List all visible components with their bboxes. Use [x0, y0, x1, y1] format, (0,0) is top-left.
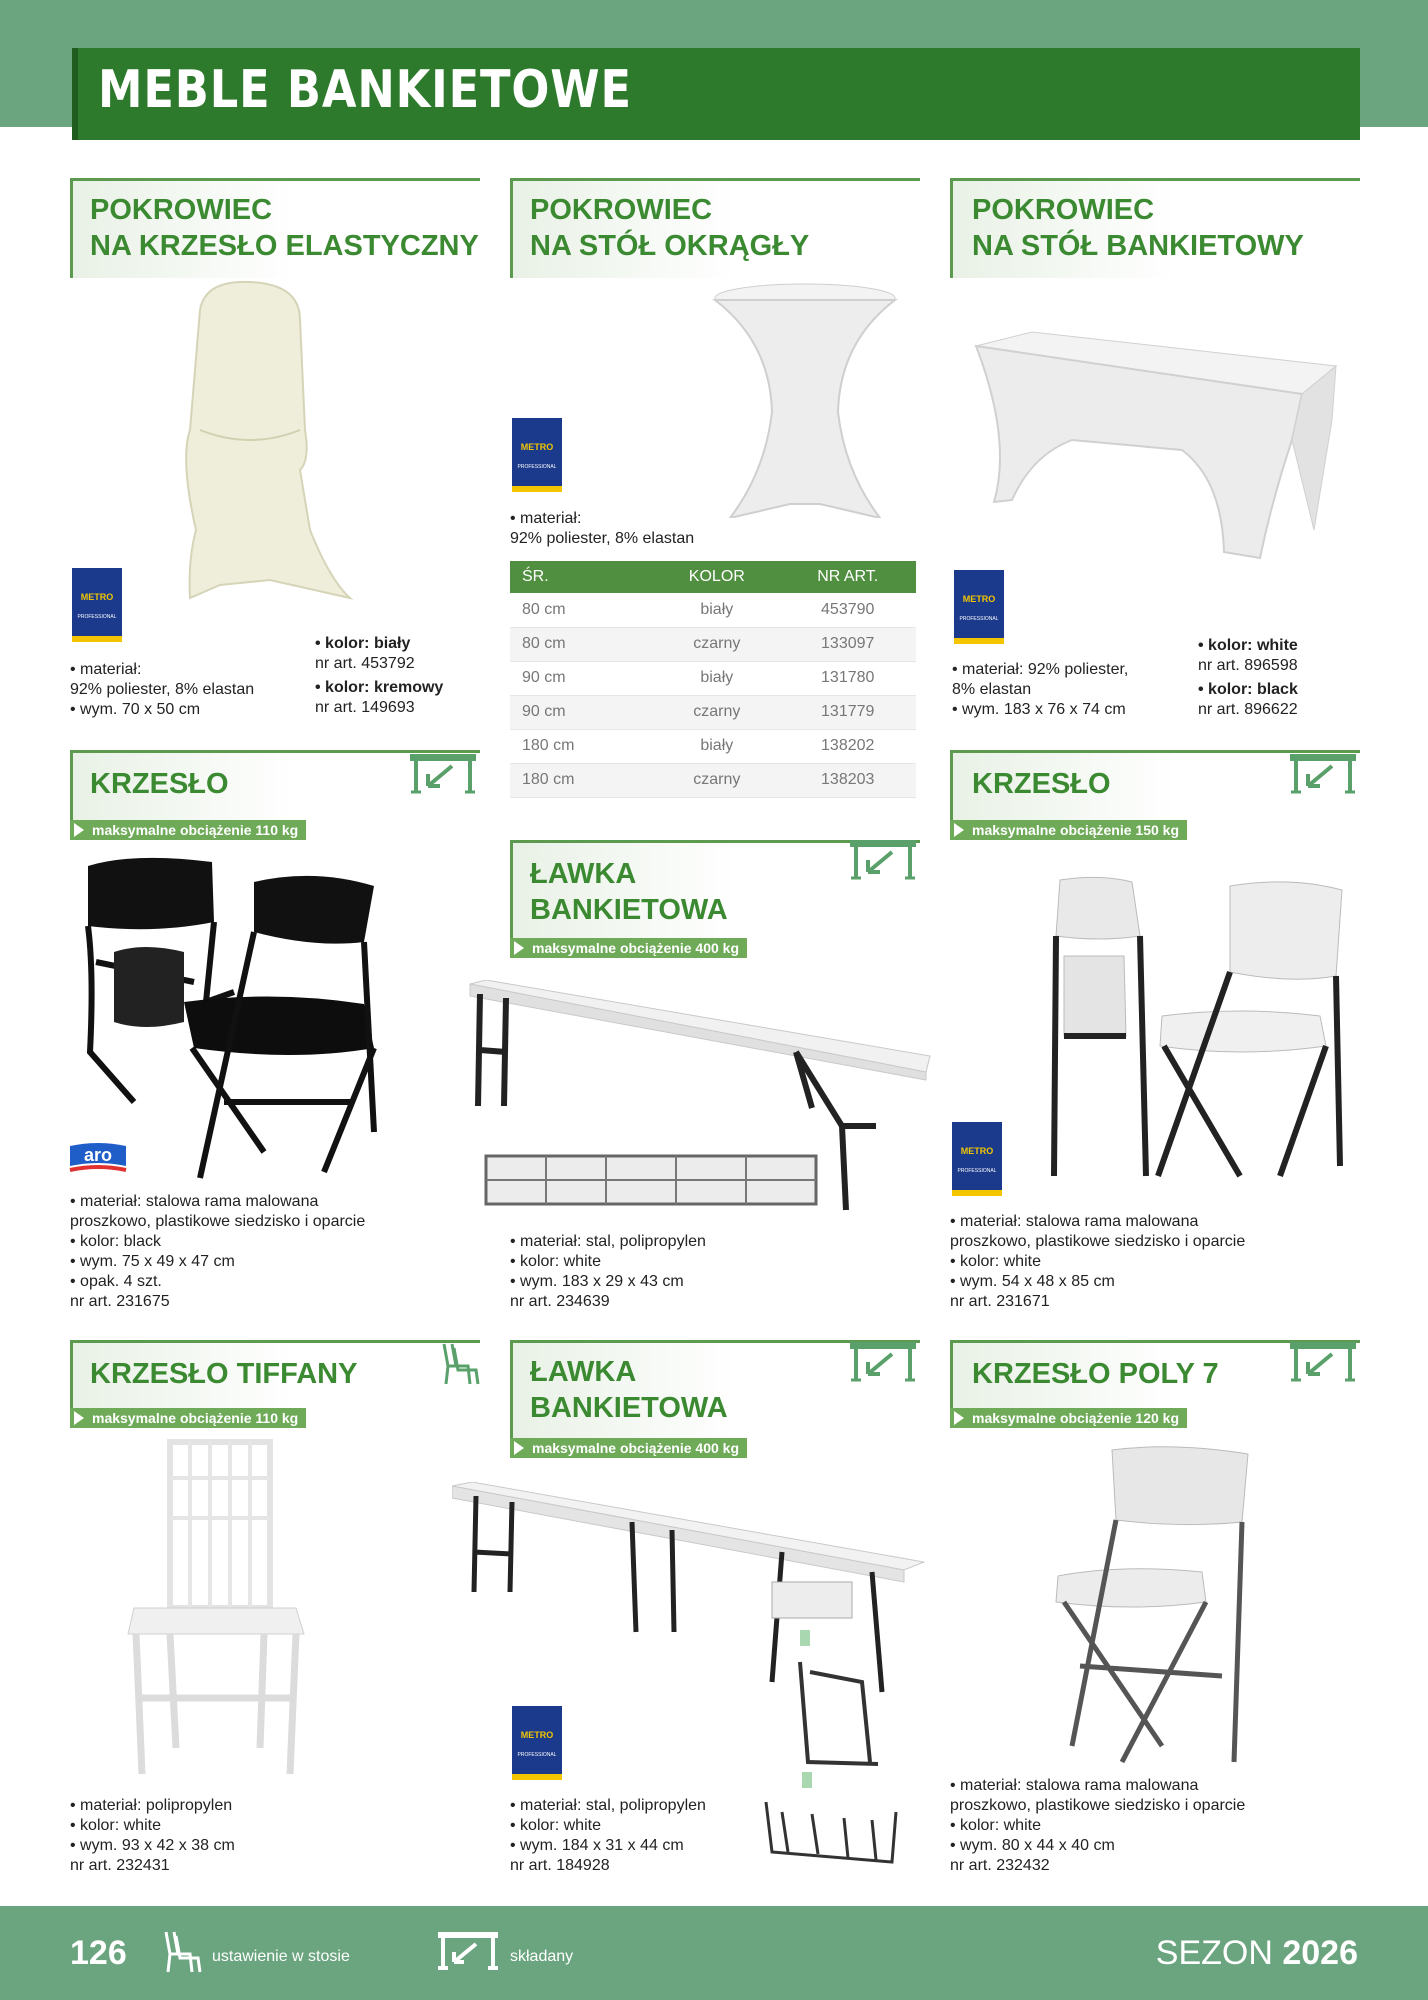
bench1-title-1: ŁAWKA: [530, 858, 637, 890]
material-value: 8% elastan: [952, 681, 1032, 698]
metro-logo-text: METRO: [520, 1730, 554, 1740]
table-header: NR ART.: [779, 561, 916, 593]
table-cell: 453790: [779, 593, 916, 627]
desc-line: • kolor: white: [70, 1817, 161, 1834]
desc-line: • opak. 4 szt.: [70, 1273, 162, 1290]
desc-line: nr art. 184928: [510, 1857, 610, 1874]
table-row: [510, 729, 916, 763]
load-tag: maksymalne obciążenie 120 kg: [950, 1408, 1187, 1428]
season-word: SEZON: [1155, 1934, 1273, 1972]
desc-line: • wym. 93 x 42 x 38 cm: [70, 1837, 235, 1854]
bench1-title-2: BANKIETOWA: [530, 894, 728, 926]
folding-icon: [408, 752, 478, 798]
metro-logo-text: METRO: [960, 1146, 994, 1156]
desc-line: proszkowo, plastikowe siedzisko i oparcie: [950, 1233, 1246, 1250]
table-row: [510, 627, 916, 661]
folding-icon: [1288, 752, 1358, 798]
metro-logo-sub: PROFESSIONAL: [957, 1168, 997, 1174]
load-tag: maksymalne obciążenie 110 kg: [70, 820, 306, 840]
table-header: KOLOR: [654, 561, 779, 593]
table-header-row: [510, 561, 916, 593]
load-tag: maksymalne obciążenie 400 kg: [510, 1438, 747, 1458]
variant-art: nr art. 453792: [315, 655, 415, 672]
bench2-title-1: ŁAWKA: [530, 1356, 637, 1388]
metro-logo: [512, 1706, 562, 1780]
table-cell: 90 cm: [510, 661, 654, 695]
metro-logo-text: METRO: [520, 442, 554, 452]
bench1-desc: [510, 1232, 706, 1312]
load-tag: maksymalne obciążenie 110 kg: [70, 1408, 306, 1428]
bench1-image: [466, 980, 932, 1220]
table-cell: 133097: [779, 627, 916, 661]
banquet-cover-variants: [1198, 636, 1298, 720]
stacking-icon: [438, 1340, 482, 1386]
desc-line: nr art. 232432: [950, 1857, 1050, 1874]
poly7-image: [1052, 1446, 1256, 1768]
variant-color: • kolor: black: [1198, 681, 1298, 698]
table-cell: biały: [654, 661, 779, 695]
round-cover-title-1: POKROWIEC: [530, 194, 713, 226]
banquet-cover-title-1: POKROWIEC: [972, 194, 1155, 226]
page-title-box: [72, 48, 1360, 140]
desc-line: • materiał: polipropylen: [70, 1797, 233, 1814]
season-label: [1156, 1934, 1358, 1973]
bench2-title-2: BANKIETOWA: [530, 1392, 728, 1424]
metro-logo-text: METRO: [80, 592, 114, 602]
stacking-icon: [160, 1928, 204, 1974]
tiffany-image: [120, 1438, 310, 1778]
metro-logo-sub: PROFESSIONAL: [77, 614, 117, 620]
folding-icon: [1288, 1340, 1358, 1386]
desc-line: • wym. 184 x 31 x 44 cm: [510, 1837, 684, 1854]
desc-line: • kolor: white: [510, 1253, 601, 1270]
variant-art: nr art. 896598: [1198, 657, 1298, 674]
table-row: [510, 661, 916, 695]
table-cell: biały: [654, 593, 779, 627]
poly7-desc: [950, 1776, 1245, 1876]
table-cell: biały: [654, 729, 779, 763]
chair-cover-variants: [315, 634, 443, 718]
chair-black-title: KRZESŁO: [90, 768, 229, 800]
material-value: 92% poliester, 8% elastan: [70, 681, 255, 698]
desc-line: • materiał: stalowa rama malowana: [70, 1193, 319, 1210]
chair-white-title: KRZESŁO: [972, 768, 1111, 800]
material-value: • materiał: 92% poliester,: [952, 661, 1129, 678]
table-row: [510, 593, 916, 627]
chair-white-image: [1040, 876, 1350, 1182]
chair-white-desc: [950, 1212, 1245, 1312]
desc-line: nr art. 232431: [70, 1857, 170, 1874]
metro-logo: [72, 568, 122, 642]
table-cell: 180 cm: [510, 729, 654, 763]
aro-logo-text: aro: [83, 1145, 113, 1165]
desc-line: nr art. 231671: [950, 1293, 1050, 1310]
table-cell: 138202: [779, 729, 916, 763]
chair-cover-title-1: POKROWIEC: [90, 194, 273, 226]
variant-art: nr art. 149693: [315, 699, 415, 716]
metro-logo-sub: PROFESSIONAL: [517, 1752, 557, 1758]
desc-line: • kolor: white: [950, 1817, 1041, 1834]
desc-line: • wym. 75 x 49 x 47 cm: [70, 1253, 235, 1270]
table-cell: 138203: [779, 763, 916, 797]
table-cell: 90 cm: [510, 695, 654, 729]
metro-logo-sub: PROFESSIONAL: [517, 464, 557, 470]
folding-icon: [848, 838, 918, 884]
chair-cover-image: [160, 280, 360, 600]
desc-line: • materiał: stal, polipropylen: [510, 1233, 706, 1250]
table-row: [510, 695, 916, 729]
bench2-desc: [510, 1796, 706, 1876]
chair-cover-title-2: NA KRZESŁO ELASTYCZNY: [90, 230, 479, 262]
table-cell: 180 cm: [510, 763, 654, 797]
metro-logo: [952, 1122, 1002, 1196]
chair-cover-desc: [70, 660, 254, 720]
page-number: 126: [70, 1934, 127, 1972]
round-cover-image: [710, 282, 900, 518]
desc-line: • materiał: stalowa rama malowana: [950, 1213, 1199, 1230]
metro-logo-text: METRO: [962, 594, 996, 604]
table-cell: czarny: [654, 763, 779, 797]
fold-label: składany: [510, 1948, 574, 1965]
table-cell: 80 cm: [510, 593, 654, 627]
desc-line: • wym. 183 x 29 x 43 cm: [510, 1273, 684, 1290]
page-title: MEBLE BANKIETOWE: [98, 60, 632, 120]
variant-color: • kolor: kremowy: [315, 679, 444, 696]
load-tag: maksymalne obciążenie 150 kg: [950, 820, 1187, 840]
material-value: 92% poliester, 8% elastan: [510, 530, 695, 547]
dimensions: • wym. 183 x 76 x 74 cm: [952, 701, 1126, 718]
aro-logo: [66, 1140, 130, 1178]
chair-black-desc: [70, 1192, 365, 1312]
table-cell: 131779: [779, 695, 916, 729]
desc-line: nr art. 231675: [70, 1293, 170, 1310]
dimensions: • wym. 70 x 50 cm: [70, 701, 201, 718]
folding-icon: [848, 1340, 918, 1386]
variant-color: • kolor: white: [1198, 637, 1298, 654]
desc-line: • wym. 80 x 44 x 40 cm: [950, 1837, 1115, 1854]
desc-line: • wym. 54 x 48 x 85 cm: [950, 1273, 1115, 1290]
table-cell: 80 cm: [510, 627, 654, 661]
metro-logo: [954, 570, 1004, 644]
table-cell: czarny: [654, 627, 779, 661]
round-cover-title-2: NA STÓŁ OKRĄGŁY: [530, 230, 810, 262]
variant-color: • kolor: biały: [315, 635, 411, 652]
desc-line: • kolor: white: [510, 1817, 601, 1834]
variant-art: nr art. 896622: [1198, 701, 1298, 718]
table-header: ŚR.: [510, 561, 654, 593]
desc-line: • kolor: black: [70, 1233, 161, 1250]
table-cell: 131780: [779, 661, 916, 695]
load-tag: maksymalne obciążenie 400 kg: [510, 938, 747, 958]
desc-line: • kolor: white: [950, 1253, 1041, 1270]
desc-line: proszkowo, plastikowe siedzisko i oparcie: [70, 1213, 366, 1230]
material-label: • materiał:: [70, 661, 142, 678]
banquet-cover-title-2: NA STÓŁ BANKIETOWY: [972, 230, 1304, 262]
desc-line: • materiał: stalowa rama malowana: [950, 1777, 1199, 1794]
desc-line: • materiał: stal, polipropylen: [510, 1797, 706, 1814]
table-cell: czarny: [654, 695, 779, 729]
banquet-cover-desc: [952, 660, 1128, 720]
season-year: 2026: [1282, 1934, 1358, 1972]
footer: [0, 1906, 1428, 2000]
tiffany-title: KRZESŁO TIFFANY: [90, 1358, 358, 1390]
desc-line: proszkowo, plastikowe siedzisko i oparcie: [950, 1797, 1246, 1814]
folding-icon: [436, 1930, 500, 1974]
tiffany-desc: [70, 1796, 235, 1876]
round-cover-table: [510, 561, 916, 798]
desc-line: nr art. 234639: [510, 1293, 610, 1310]
metro-logo: [512, 418, 562, 492]
stack-label: ustawienie w stosie: [212, 1948, 350, 1965]
banquet-cover-image: [972, 330, 1338, 560]
metro-logo-sub: PROFESSIONAL: [959, 616, 999, 622]
chair-black-image: [74, 852, 384, 1182]
round-cover-desc: [510, 509, 694, 549]
table-row: [510, 763, 916, 797]
poly7-title: KRZESŁO POLY 7: [972, 1358, 1219, 1390]
material-label: • materiał:: [510, 510, 582, 527]
